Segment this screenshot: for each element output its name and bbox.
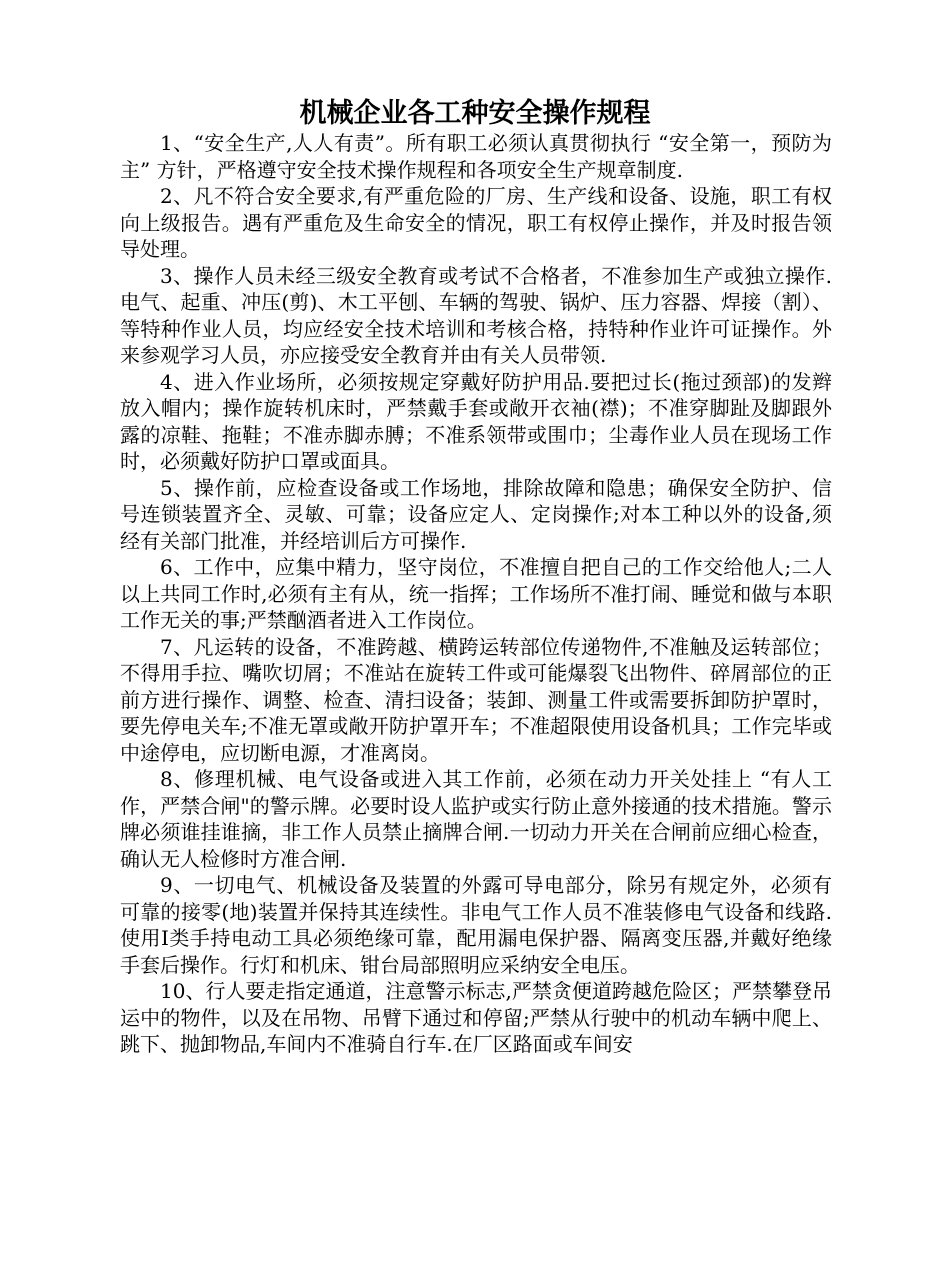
paragraph-6: 6、工作中，应集中精力，坚守岗位，不准擅自把自己的工作交给他人;二人以上共同工作时,必须有主有从，统一指挥；工作场所不准打闹、睡觉和做与本职工作无关的事;严禁酗酒者进入工作岗位。 xyxy=(120,555,832,632)
paragraph-1: 1、“安全生产,人人有责”。所有职工必须认真贯彻执行 “安全第一，预防为主” 方针，严格遵守安全技术操作规程和各项安全生产规章制度. xyxy=(120,131,832,182)
paragraph-9: 9、一切电气、机械设备及装置的外露可导电部分，除另有规定外，必须有可靠的接零(地)装置并保持其连续性。非电气工作人员不准装修电气设备和线路.使用Ⅰ类手持电动工具必须绝缘可靠，配用漏电保护器、隔离变压器,并戴好绝缘手套后操作。行灯和机床、钳台局部照明应采纳安全电压。 xyxy=(120,873,832,977)
paragraph-8: 8、修理机械、电气设备或进入其工作前，必须在动力开关处挂上 “有人工作，严禁合闸"的警示牌。必要时设人监护或实行防止意外接通的技术措施。警示牌必须谁挂谁摘，非工作人员禁止摘牌合闸.一切动力开关在合闸前应细心检查，确认无人检修时方准合闸. xyxy=(120,767,832,871)
paragraph-10: 10、行人要走指定通道，注意警示标志,严禁贪便道跨越危险区；严禁攀登吊运中的物件，以及在吊物、吊臂下通过和停留;严禁从行驶中的机动车辆中爬上、跳下、抛卸物品,车间内不准骑自行车.在厂区路面或车间安 xyxy=(120,979,832,1056)
paragraph-3: 3、操作人员未经三级安全教育或考试不合格者，不准参加生产或独立操作.电气、起重、冲压(剪)、木工平刨、车辆的驾驶、锅炉、压力容器、焊接（割）、等特种作业人员，均应经安全技术培训和考核合格，持特种作业许可证操作。外来参观学习人员，亦应接受安全教育并由有关人员带领. xyxy=(120,263,832,367)
paragraph-4: 4、进入作业场所，必须按规定穿戴好防护用品.要把过长(拖过颈部)的发辫放入帽内；操作旋转机床时，严禁戴手套或敞开衣袖(襟)；不准穿脚趾及脚跟外露的凉鞋、拖鞋；不准赤脚赤膊；不准系领带或围巾；尘毒作业人员在现场工作时，必须戴好防护口罩或面具。 xyxy=(120,369,832,473)
paragraph-5: 5、操作前，应检查设备或工作场地，排除故障和隐患；确保安全防护、信号连锁装置齐全、灵敏、可靠；设备应定人、定岗操作;对本工种以外的设备,须经有关部门批准，并经培训后方可操作. xyxy=(120,475,832,553)
document-title: 机械企业各工种安全操作规程 xyxy=(299,98,651,129)
paragraph-2: 2、凡不符合安全要求,有严重危险的厂房、生产线和设备、设施，职工有权向上级报告。遇有严重危及生命安全的情况，职工有权停止操作，并及时报告领导处理。 xyxy=(120,184,832,261)
document-body xyxy=(120,130,832,1058)
paragraph-7: 7、凡运转的设备，不准跨越、横跨运转部位传递物件,不准触及运转部位；不得用手拉、嘴吹切屑；不准站在旋转工件或可能爆裂飞出物件、碎屑部位的正前方进行操作、调整、检查、清扫设备；装卸、测量工件或需要拆卸防护罩时，要先停电关车;不准无罩或敞开防护罩开车；不准超限使用设备机具；工作完毕或中途停电，应切断电源，才准离岗。 xyxy=(120,634,832,765)
